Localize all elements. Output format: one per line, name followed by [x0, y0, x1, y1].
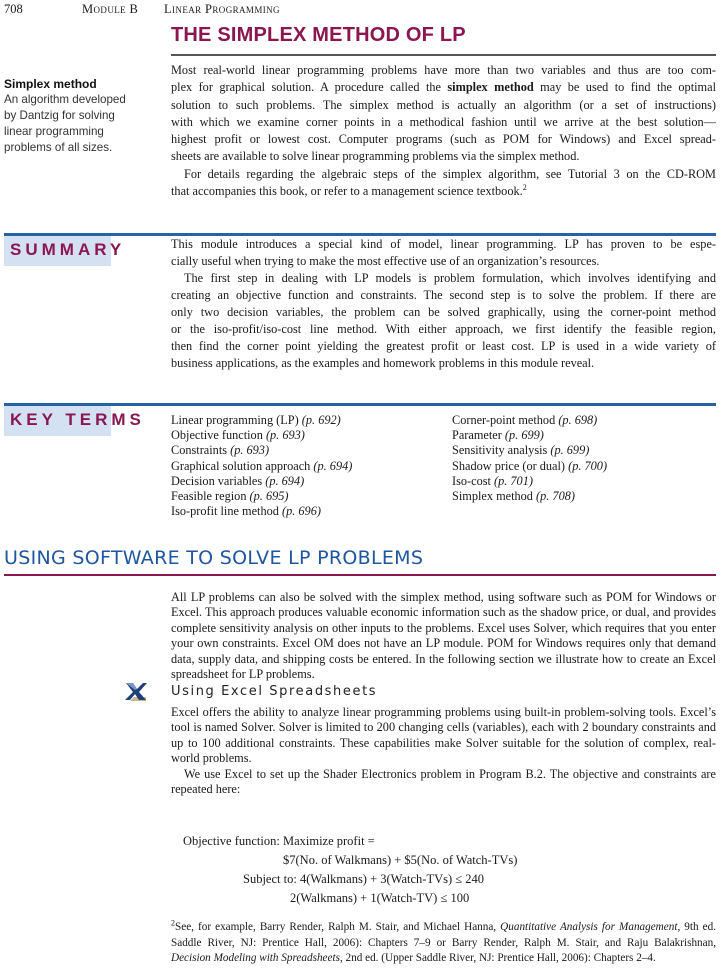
text-line: This module introduces a special kind of model, linear programming. LP has proven to be espe-	[171, 237, 716, 251]
text-line: complete sensitivity analysis on other inputs to the problems. Excel uses Solver, which requires that you enter	[171, 620, 716, 635]
key-term	[171, 489, 352, 504]
key-term	[452, 413, 607, 428]
text-line: The first step in dealing with LP models is problem formulation, which involves identifying and	[184, 271, 716, 285]
margin-definition	[4, 76, 154, 156]
divider	[4, 574, 716, 576]
text-line: your own constraints. Excel OM does not have an LP module. POM for Windows requires only that demand	[171, 636, 716, 651]
key-terms-right	[452, 413, 607, 504]
text-line: with which we examine corner points in a methodical fashion until we arrive at the best solution—	[171, 114, 716, 129]
term-name: Linear programming (LP)	[171, 413, 299, 427]
definition-line: by Dantzig for solving	[4, 109, 115, 122]
text-line: only two decision variables, the problem can be solved graphically, using the corner-point method	[171, 305, 716, 319]
term-page: (p. 700)	[568, 458, 608, 473]
key-terms-heading: KEY TERMS	[10, 410, 145, 429]
key-term	[452, 474, 607, 489]
paragraph	[171, 270, 716, 372]
term-name: Decision variables	[171, 473, 263, 488]
term-name: Sensitivity analysis	[452, 443, 548, 458]
key-term	[171, 504, 352, 519]
term-name: Graphical solution approach	[171, 458, 311, 473]
text-line: then find the corner point yielding the greatest profit or least cost. LP is used in a wide variety of	[171, 339, 716, 353]
definition-line: An algorithm developed	[4, 93, 126, 106]
section-title-simplex: THE SIMPLEX METHOD OF LP	[171, 24, 466, 46]
text-line: tool is named Solver. Solver is limited to 200 changing cells (variables), each with 2 boundary constraints and	[171, 720, 716, 735]
term-name: Constraints	[171, 443, 228, 458]
text-line: For details regarding the algebraic steps of the simplex algorithm, see Tutorial 3 on the CD-ROM	[184, 166, 716, 181]
term-page: (p. 698)	[558, 413, 598, 427]
constraint-1: Subject to: 4(Walkmans) + 3(Watch-TVs) ≤ 240	[243, 872, 485, 886]
summary-body	[171, 236, 716, 372]
excel-body	[171, 705, 716, 797]
term-page: (p. 708)	[536, 488, 575, 503]
footnote-text: See, for example, Barry Render, Ralph M. Stair, and Michael Hanna, Quantitative Analysis for Management, 9th ed.	[175, 921, 716, 933]
key-term	[171, 459, 352, 474]
term-name: Simplex method	[452, 488, 533, 503]
subheading-excel: Using Excel Spreadsheets	[171, 684, 378, 699]
term-page: (p. 694)	[265, 473, 305, 488]
footnote-ref: 2	[522, 183, 527, 192]
key-term	[452, 459, 607, 474]
module-label: Module B	[82, 2, 139, 16]
paragraph	[171, 166, 716, 201]
term-page: (p. 699)	[550, 443, 590, 458]
term-name: Iso-cost	[452, 473, 491, 488]
key-term	[171, 443, 352, 458]
paragraph	[171, 767, 716, 798]
page-number: 708	[4, 2, 23, 16]
term-name: Feasible region	[171, 488, 247, 503]
text: that accompanies this book, or refer to a management science textbook.	[171, 184, 523, 199]
paragraph	[171, 705, 716, 767]
term-name: Corner-point method	[452, 413, 556, 427]
simplex-body	[171, 62, 716, 200]
key-term	[452, 443, 607, 458]
constraint-2: 2(Walkmans) + 1(Watch-TV) ≤ 100	[290, 891, 470, 905]
text-line: world problems.	[171, 751, 252, 766]
paragraph	[171, 62, 716, 166]
term-page: (p. 692)	[301, 413, 341, 427]
text-line: data, supply data, and shipping costs be entered. In the following section we illustrate how to create an Excel	[171, 651, 716, 666]
key-terms-left	[171, 413, 352, 519]
text-line: Excel offers the ability to analyze linear programming problems using built-in problem-solving tools. Excel’s	[171, 705, 716, 719]
definition-line: problems of all sizes.	[4, 141, 113, 154]
summary-heading: SUMMARY	[10, 240, 126, 259]
objective-function: Objective function: Maximize profit =	[183, 834, 375, 848]
text-line	[171, 183, 716, 200]
footnote-marker: 2	[171, 920, 175, 928]
footnote-line: Saddle River, NJ: Prentice Hall, 2006): Chapters 7–9 or Barry Render, Ralph M. Stair, and Raju Balakrishnan,	[171, 936, 716, 949]
paragraph	[171, 236, 716, 270]
key-term	[171, 413, 352, 428]
text-line: All LP problems can also be solved with the simplex method, using software such as POM for Windows or	[171, 590, 716, 604]
software-body	[171, 590, 716, 682]
text-line: solution to such problems. The simplex method is actually an algorithm (or a set of instructions)	[171, 97, 716, 112]
text-line: Excel. This approach produces valuable economic information such as the shadow price, or dual, and provides	[171, 605, 716, 620]
term-page: (p. 695)	[249, 488, 289, 503]
text-line: spreadsheet for LP problems.	[171, 666, 315, 681]
term-page: (p. 693)	[265, 428, 305, 443]
text-line: business applications, as the examples and homework problems in this module reveal.	[171, 356, 595, 370]
text-line: Most real-world linear programming problems have more than two variables and thus are too com-	[171, 63, 716, 77]
key-term	[171, 474, 352, 489]
footnote-line: Decision Modeling with Spreadsheets, 2nd ed. (Upper Saddle River, NJ: Prentice Hall, 2006): Chapters 2–4.	[171, 952, 656, 964]
text-line: cially useful when trying to make the most effective use of an organization’s resources.	[171, 254, 600, 268]
term-page: (p. 696)	[282, 504, 321, 519]
text-line: up to 100 additional constraints. These capabilities make Solver suitable for the solution of complex, real-	[171, 735, 716, 750]
term-page: (p. 701)	[494, 473, 533, 488]
text-line: sheets are available to solve linear programming problems via the simplex method.	[171, 149, 580, 164]
divider	[171, 54, 716, 56]
term-page: (p. 693)	[230, 443, 270, 458]
paragraph	[171, 590, 716, 682]
term-name: Shadow price (or dual)	[452, 458, 566, 473]
margin-term: Simplex method	[4, 77, 97, 91]
text-line: plex for graphical solution. A procedure called the simplex method may be used to find the optimal	[171, 80, 716, 95]
term-name: Parameter	[452, 428, 502, 443]
key-term	[452, 489, 607, 504]
key-term	[452, 428, 607, 443]
term-name: Objective function	[171, 428, 263, 443]
excel-icon	[124, 681, 148, 703]
text-line: or the iso-profit/iso-cost line method. With either approach, we first identify the feasible region,	[171, 322, 716, 336]
term-name: Iso-profit line method	[171, 504, 279, 519]
definition-line: linear programming	[4, 125, 104, 138]
module-title: Linear Programming	[164, 2, 280, 16]
footnote-line	[171, 920, 716, 936]
text-line: highest profit or lowest cost. Computer programs (such as POM for Windows) and Excel spread-	[171, 132, 716, 147]
footnote	[171, 920, 716, 967]
section-title-software: USING SOFTWARE TO SOLVE LP PROBLEMS	[4, 547, 424, 569]
term-page: (p. 694)	[313, 458, 353, 473]
term-page: (p. 699)	[504, 428, 544, 443]
objective-expression: $7(No. of Walkmans) + $5(No. of Watch-TVs)	[283, 853, 518, 867]
text-line: repeated here:	[171, 781, 241, 796]
key-term	[171, 428, 352, 443]
text-line: We use Excel to set up the Shader Electronics problem in Program B.2. The objective and constraints are	[184, 766, 716, 781]
text-line: creating an objective function and constraints. The second step is to solve the problem. If there are	[171, 288, 716, 302]
